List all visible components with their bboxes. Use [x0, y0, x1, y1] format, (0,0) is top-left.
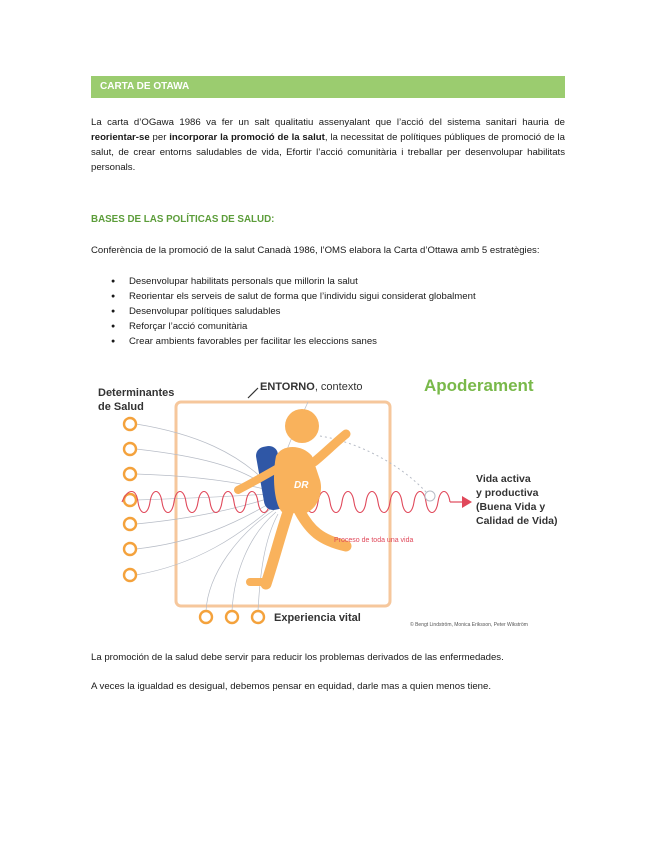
- running-person-icon: [238, 409, 346, 586]
- entorno-rest: , contexto: [314, 381, 363, 393]
- determinantes-label-2: de Salud: [98, 401, 144, 413]
- closing-paragraph-1: La promoción de la salud debe servir para reducir los problemas derivados de las enfermedades.: [91, 652, 504, 663]
- list-item: ● Desenvolupar polítiques saludables: [111, 304, 476, 319]
- determinantes-label-1: Determinantes: [98, 387, 175, 399]
- bases-heading: BASES DE LAS POLÍTICAS DE SALUD:: [91, 214, 275, 225]
- intro-text-1: La carta d’OGawa 1986 va fer un salt qualitatiu assenyalant que l’acció del sistema sanitari hauria de: [91, 117, 565, 128]
- list-item: ● Reforçar l’acció comunitària: [111, 319, 476, 334]
- intro-text-3: , la necessitat de polítiques públiques de promoció de la salut, de crear entorns saludables de vida, Efortir l’acció comunitària i treballar per desenvolupar habilitats personals.: [91, 132, 565, 173]
- closing-paragraph-2: A veces la igualdad es desigual, debemos pensar en equidad, darle mas a quien menos tiene.: [91, 681, 492, 692]
- banner-title: CARTA DE OTAWA: [100, 81, 190, 92]
- entorno-bold: ENTORNO: [260, 381, 315, 393]
- proceso-label: Proceso de toda una vida: [334, 537, 414, 544]
- experiencia-label: Experiencia vital: [274, 612, 361, 624]
- list-item: ● Desenvolupar habilitats personals que millorin la salut: [111, 274, 476, 289]
- determinant-rings: [124, 418, 136, 581]
- intro-paragraph: [91, 115, 565, 175]
- arrow-head-icon: [462, 496, 472, 508]
- entorno-label: [260, 381, 363, 393]
- vida-label-4: Calidad de Vida): [476, 515, 558, 527]
- intro-bold-2: incorporar la promoció de la salut: [169, 132, 325, 143]
- figure-credit: © Bengt Lindström, Monica Eriksson, Peter Wikström: [410, 622, 528, 628]
- bases-paragraph: Conferència de la promoció de la salut Canadà 1986, l’OMS elabora la Carta d’Ottawa amb 5 estratègies:: [91, 245, 540, 256]
- list-item: ● Crear ambients favorables per facilitar les eleccions sanes: [111, 334, 476, 349]
- shirt-label: DR: [294, 480, 309, 491]
- experience-rings: [200, 611, 264, 623]
- list-item: ● Reorientar els serveis de salut de forma que l’individu sigui considerat globalment: [111, 289, 476, 304]
- strategies-list: [111, 274, 476, 349]
- vida-label-3: (Buena Vida y: [476, 501, 546, 513]
- apoderament-title: Apoderament: [424, 376, 534, 395]
- vida-label-1: Vida activa: [476, 473, 531, 485]
- intro-bold-1: reorientar-se: [91, 132, 150, 143]
- salutogenesis-figure: [88, 364, 568, 636]
- entorno-pointer: [248, 388, 258, 398]
- intro-text-2: per: [149, 132, 170, 143]
- section-banner: [91, 76, 565, 98]
- vida-label-2: y productiva: [476, 487, 539, 499]
- ball-icon: [425, 491, 435, 501]
